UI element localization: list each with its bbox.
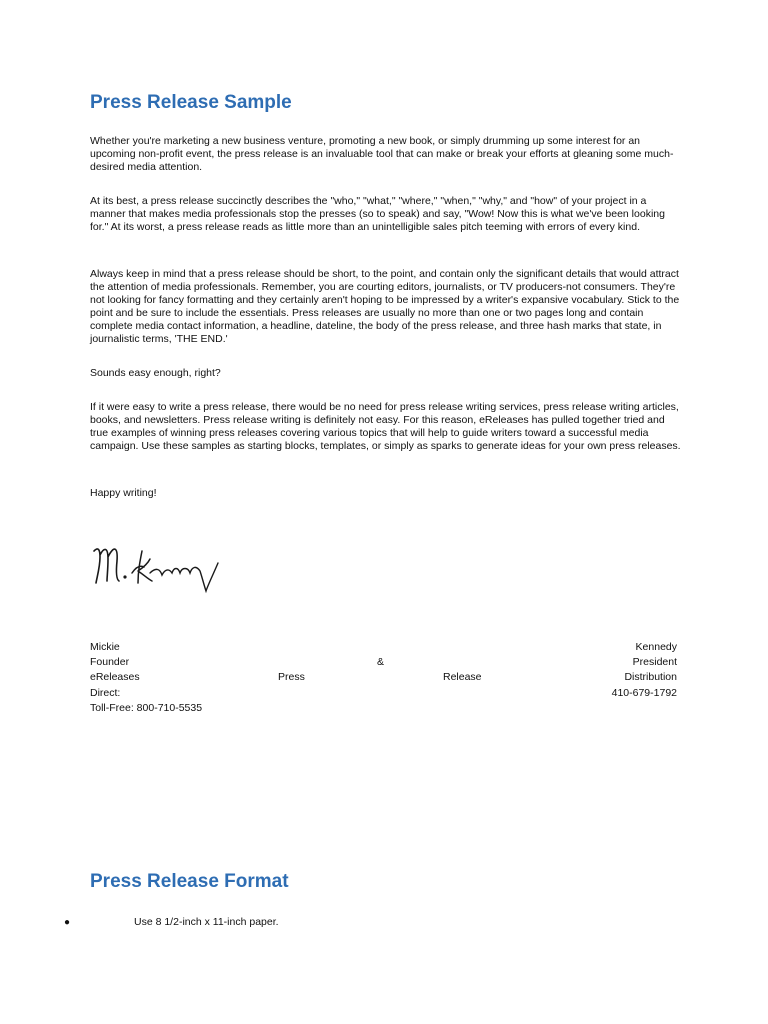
signoff-first-name: Mickie bbox=[90, 641, 120, 653]
list-item-text: Use 8 1/2-inch x 11-inch paper. bbox=[134, 916, 279, 928]
bullet-icon: ● bbox=[64, 917, 71, 928]
handwritten-signature bbox=[88, 537, 228, 597]
signoff-tollfree: Toll-Free: 800-710-5535 bbox=[90, 702, 203, 714]
paragraph-intro: Whether you're marketing a new business venture, promoting a new book, or simply drumming up some interest for an upcoming non-profit event, the press release is an invaluable tool that can make or break your efforts at gleaning some much-desired media attention. bbox=[90, 135, 674, 173]
section-title-format: Press Release Format bbox=[90, 871, 289, 892]
signature-dot bbox=[123, 575, 126, 578]
signoff-title-founder: Founder bbox=[90, 656, 130, 668]
paragraph-if-it-were-easy: If it were easy to write a press release, there would be no need for press release writing services, press release writing articles, books, and newsletters. Press release writing is definitely not easy. For this reason, eReleases has pulled together tried and true examples of winning press releases covering various topics that will help to guide writers toward a successful media campaign. Use these samples as starting blocks, templates, or simply as sparks to generate ideas for your own press releases. bbox=[90, 401, 681, 452]
signoff-company-ereleases: eReleases bbox=[90, 671, 140, 683]
paragraph-at-its-best: At its best, a press release succinctly describes the "who," "what," "where," "when," "why," and "how" of your project in a manner that makes media professionals stop the presses (so to speak) and say, "Wow! Now this is what we've been looking for." At its worst, a press release reads as little more than an unintelligible sales pitch teeming with errors of every kind. bbox=[90, 195, 665, 233]
page-title: Press Release Sample bbox=[90, 92, 292, 113]
signoff-company-distribution: Distribution bbox=[624, 671, 677, 683]
paragraph-keep-in-mind: Always keep in mind that a press release should be short, to the point, and contain only the significant details that would attract the attention of media professionals. Remember, you are courting editors, journalists, or TV producers-not consumers. They're not looking for fancy formatting and they certainly aren't hoping to be impressed by a writer's expansive vocabulary. Stick to the point and be sure to include the essentials. Press releases are usually no more than one or two pages long and contain complete media contact information, a headline, dateline, the body of the press release, and three hash marks that state, in journalistic terms, 'THE END.' bbox=[90, 268, 680, 345]
signoff-title-president: President bbox=[632, 656, 677, 668]
signoff-title-ampersand: & bbox=[377, 656, 385, 668]
paragraph-happy-writing: Happy writing! bbox=[90, 487, 157, 499]
signature-k-stroke bbox=[132, 551, 152, 583]
signature-tail-stroke bbox=[150, 563, 218, 591]
signoff-company-press: Press bbox=[278, 671, 305, 683]
signoff-direct-phone: 410-679-1792 bbox=[611, 687, 677, 699]
signoff-company-release: Release bbox=[443, 671, 482, 683]
paragraph-sounds-easy: Sounds easy enough, right? bbox=[90, 367, 221, 379]
signoff-last-name: Kennedy bbox=[635, 641, 677, 653]
signoff-direct-label: Direct: bbox=[90, 687, 121, 699]
signature-m-stroke bbox=[94, 549, 119, 583]
